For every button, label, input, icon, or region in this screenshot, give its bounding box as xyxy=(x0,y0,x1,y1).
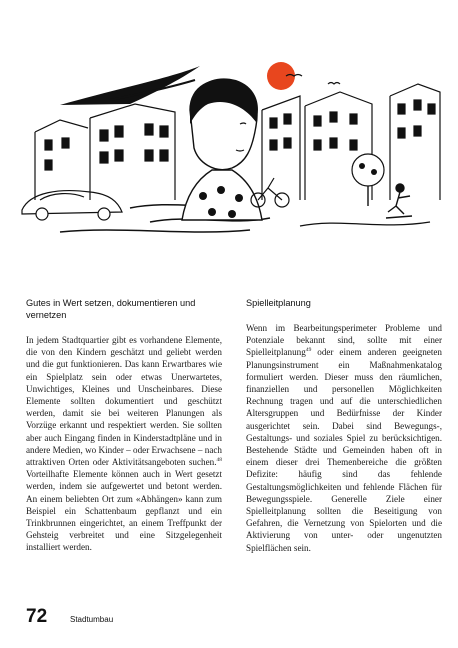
body-text: Vorteilhafte Elemente können auch in Wert gesetzt werden, indem sie aufgewertet und betont werden. An einem beliebten Ort zum «Abhängen» kann zum Beispiel ein Schattenbaum gepflanzt und ein Trinkbrunnen eingerichtet, an einem Treffpunkt der Gehsteig verbreitet und eine Sitzgelegenheit installiert werden. xyxy=(26,469,222,553)
bird-icon xyxy=(328,83,340,85)
page-number: 72 xyxy=(26,606,48,627)
building-left xyxy=(35,104,175,200)
sun-icon xyxy=(267,62,295,90)
section-heading: Gutes in Wert setzen, dokumentieren und vernetzen xyxy=(26,298,196,320)
body-text: Wenn im Bearbeitungsperimeter Probleme und Potenziale bekannt sind, sollte mit einer Spielleitplanung xyxy=(246,323,442,358)
section-heading: Spielleitplanung xyxy=(246,298,311,308)
tree-icon xyxy=(352,154,384,206)
footnote-ref: 49 xyxy=(305,347,312,354)
street-scene-illustration xyxy=(0,0,458,270)
section-play-planning xyxy=(246,298,442,554)
section-values xyxy=(26,298,222,554)
section-body xyxy=(246,322,442,554)
section-body xyxy=(26,334,222,554)
car-icon xyxy=(22,191,122,220)
section-label: Stadtumbau xyxy=(70,615,114,624)
body-text: In jedem Stadtquartier gibt es vorhandene Elemente, die von den Kindern geschätzt und geliebt werden und die gut funktionieren. Das kann Erwartbares wie ein Spielplatz sein oder etwas Unerwartetes, Unwichtiges, Kleines und Unscheinbares. Diese Elemente sollten dokumentiert und geschützt werden, damit sie bei weiteren Planungen als Vorzüge erkannt und respektiert werden. Sie sollten aber auch Eingang finden in Kinderstadtpläne und in andere Medien, wo Kinder – oder Erwachsene – nach attraktiven Orten oder Aktivitätsangeboten suchen. xyxy=(26,335,222,468)
body-text: oder einem anderen geeigneten Planungsinstrument ein Maßnahmenkatalog formuliert werden. Dieser muss den räumlichen, finanziellen und personellen Möglichkeiten Rechnung tragen und auf die unterschiedlichen Altersgruppen und Bedürfnisse der Kinder ausgerichtet sein. Dabei sind Bewegungs-, Gestaltungs- und soziales Spiel zu berücksichtigen. Bestehende Städte und Gemeinden haben oft in einem dieser drei Themenbereiche die größten Defizite: häufig sind das fehlende Gestaltungsmöglichkeiten und fehlende Flächen für Bewegungsspiele. Generelle Ziele einer Spielleitplanung sollten die Beseitigung von Gefahren, die Vernetzung von Spielorten und die Aktivierung von unter- oder ungenutzten Spielflächen sein. xyxy=(246,347,442,553)
footnote-ref: 48 xyxy=(216,456,222,463)
building-right xyxy=(262,84,440,200)
child-figure xyxy=(182,78,262,220)
